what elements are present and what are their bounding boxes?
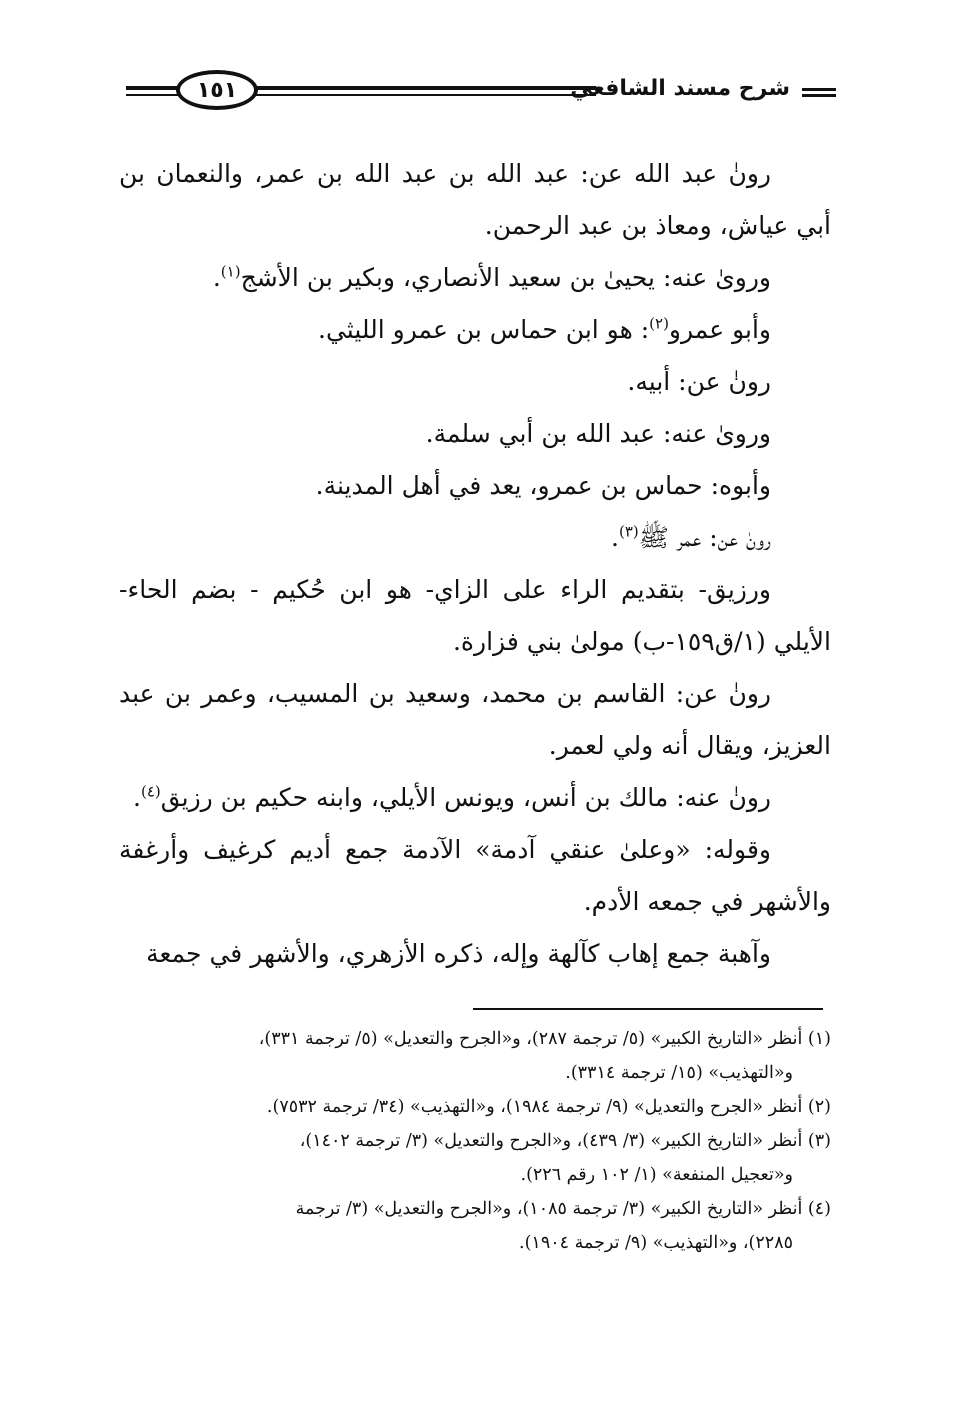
paragraph: وآهبة جمع إهاب كآلهة وإله، ذكره الأزهري، والأشهر في جمعة [146, 939, 771, 968]
page-number: ١٥١ [176, 70, 258, 110]
paragraph: رونٰ عنه: مالك بن أنس، ويونس الأيلي، وابنه حكيم بن رزيق$^{(٤)}$. [133, 782, 771, 812]
paragraph [119, 304, 831, 356]
paragraph: رونٰ عن: القاسم بن محمد، وسعيد بن المسيب، وعمر بن عبد العزيز، ويقال أنه ولي لعمر. [119, 679, 831, 760]
header-rule [256, 86, 596, 96]
header-ornament-dash [802, 88, 836, 97]
paragraph-text: رونٰ عن: عمر ﷺ [638, 523, 771, 552]
paragraph-text: : هو ابن حماس بن عمرو الليثي. [318, 315, 650, 344]
footnote: (٢) أنظر «الجرح والتعديل» (٩/ ترجمة ١٩٨٤)، و«التهذيب» (٣٤/ ترجمة ٧٥٣٢). [266, 1097, 831, 1117]
header-rule-left [126, 86, 178, 96]
paragraph: ورزيق- بتقديم الراء على الزاي- هو ابن حُكيم - بضم الحاء- الأيلي (١/ق١٥٩-ب) مولىٰ بني فزارة. [119, 575, 831, 656]
paragraph: وروىٰ عنه: عبد الله بن أبي سلمة. [425, 419, 771, 448]
main-text [119, 148, 831, 980]
footnote-separator [473, 1008, 823, 1010]
paragraph: وقوله: «وعلىٰ عنقي آدمة» الآدمة جمع أديم كرغيف وأرغفة والأشهر في جمعه الأدم. [119, 835, 831, 916]
paragraph: وروىٰ عنه: يحيىٰ بن سعيد الأنصاري، وبكير بن الأشج$^{(١)}$. [212, 262, 771, 292]
footnotes [119, 1022, 831, 1260]
footnote-continuation: ٢٢٨٥)، و«التهذيب» (٩/ ترجمة ١٩٠٤). [519, 1233, 793, 1253]
paragraph: رونٰ عبد الله عن: عبد الله بن عبد الله بن عمر، والنعمان بن أبي عياش، ومعاذ بن عبد الرحمن. [119, 159, 831, 240]
footnote-ref: (١) [220, 262, 241, 281]
paragraph: رونٰ عن: أبيه. [627, 367, 771, 396]
footnote: (٣) أنظر «التاريخ الكبير» (٣/ ٤٣٩)، و«الجرح والتعديل» (٣/ ترجمة ١٤٠٢)، [299, 1131, 831, 1151]
footnote-continuation: و«التهذيب» (١٥/ ترجمة ٣٣١٤). [565, 1063, 793, 1083]
footnote-ref: (٢) [649, 314, 669, 333]
footnote-continuation: و«تعجيل المنفعة» (١/ ١٠٢ رقم ٢٢٦). [520, 1165, 793, 1185]
paragraph-text: رونٰ عنه: مالك بن أنس، ويونس الأيلي، وابنه حكيم بن رزيق [160, 783, 771, 812]
paragraph-text: وروىٰ عنه: يحيىٰ بن سعيد الأنصاري، وبكير بن الأشج [240, 263, 771, 292]
paragraph-text: وأبو عمرو [668, 315, 771, 344]
page-header [118, 68, 836, 124]
footnote-ref: (٣) [618, 522, 639, 541]
footnote: (١) أنظر «التاريخ الكبير» (٥/ ترجمة ٢٨٧)، و«الجرح والتعديل» (٥/ ترجمة ٣٣١)، [258, 1029, 831, 1049]
footnote-ref: (٤) [141, 782, 161, 801]
paragraph: وأبوه: حماس بن عمرو، يعد في أهل المدينة. [315, 471, 771, 500]
footnote: (٤) أنظر «التاريخ الكبير» (٣/ ترجمة ١٠٨٥)، و«الجرح والتعديل» (٣/ ترجمة [295, 1199, 831, 1219]
paragraph: رونٰ عن: عمر ﷺ$^{(٣)}$. [611, 522, 771, 552]
book-title: شرح مسند الشافعي [570, 76, 790, 101]
